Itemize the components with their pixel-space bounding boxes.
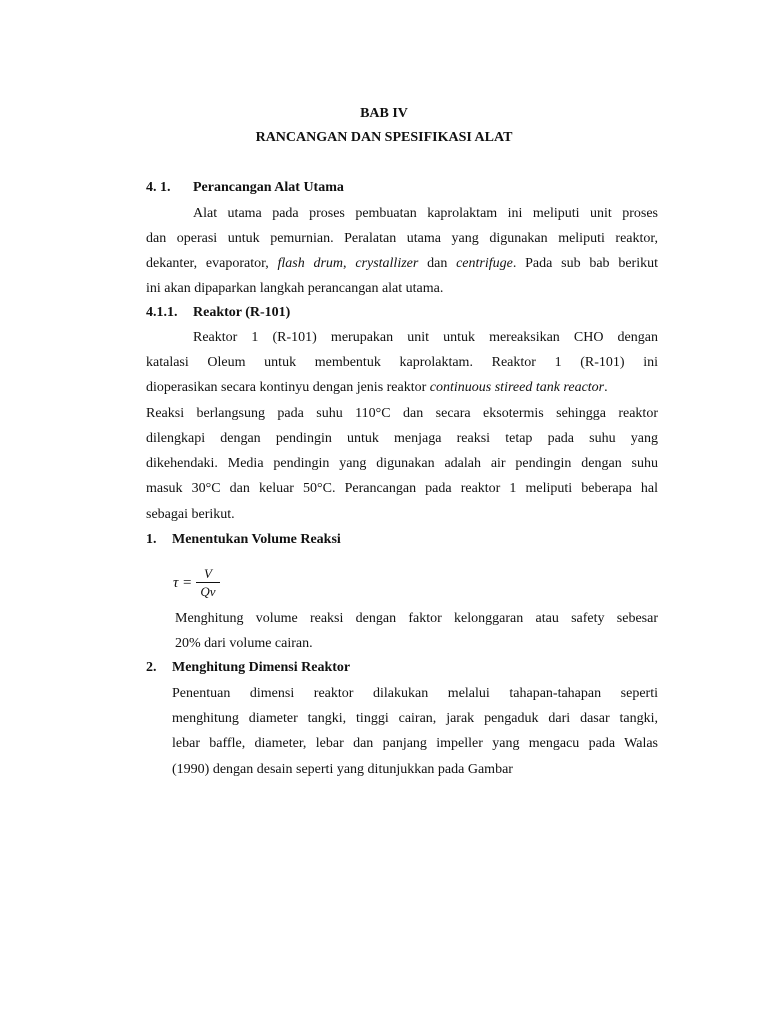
text-run: , — [343, 256, 356, 271]
paragraph-line: dikehendaki. Media pendingin yang digunakan adalah air pendingin dengan suhu — [146, 456, 658, 471]
formula-denominator: Qv — [200, 584, 216, 599]
section-number: 4. 1. — [146, 180, 171, 195]
formula-numerator: V — [204, 566, 212, 581]
text-run: dekanter, evaporator, — [146, 256, 278, 271]
formula-equals: = — [183, 575, 192, 591]
list-item-text: menghitung diameter tangki, tinggi cairan, jarak pengaduk dari dasar tangki, — [172, 711, 658, 726]
list-item-text: lebar baffle, diameter, lebar dan panjang impeller yang mengacu pada Walas — [172, 736, 658, 751]
chapter-heading: BAB IV — [360, 106, 408, 121]
list-item-text: (1990) dengan desain seperti yang ditunjukkan pada Gambar — [172, 762, 513, 777]
list-item-text: Menghitung volume reaksi dengan faktor kelonggaran atau safety sebesar — [175, 611, 658, 626]
paragraph-line: Alat utama pada proses pembuatan kaprolaktam ini meliputi unit proses — [193, 206, 658, 221]
paragraph-line: dilengkapi dengan pendingin untuk menjaga reaksi tetap pada suhu yang — [146, 431, 658, 446]
italic-term: flash drum — [277, 256, 344, 271]
paragraph-line: sebagai berikut. — [146, 507, 235, 522]
fraction-bar — [196, 582, 220, 583]
formula-residence-time — [173, 566, 233, 602]
section-title: Perancangan Alat Utama — [193, 180, 344, 195]
list-item-text: 20% dari volume cairan. — [175, 636, 313, 651]
list-item-title: Menghitung Dimensi Reaktor — [172, 660, 351, 675]
paragraph-line: dan operasi untuk pemurnian. Peralatan utama yang digunakan meliputi reaktor, — [146, 231, 658, 246]
list-item-title: Menentukan Volume Reaksi — [172, 532, 341, 547]
paragraph-line: katalasi Oleum untuk membentuk kaprolaktam. Reaktor 1 (R-101) ini — [146, 355, 658, 370]
list-item-number: 2. — [146, 660, 157, 675]
subsection-title: Reaktor (R-101) — [193, 305, 291, 320]
formula-fraction — [196, 566, 220, 599]
paragraph-line: Reaksi berlangsung pada suhu 110°C dan secara eksotermis sehingga reaktor — [146, 406, 658, 421]
chapter-title: RANCANGAN DAN SPESIFIKASI ALAT — [255, 130, 513, 145]
subsection-number: 4.1.1. — [146, 305, 178, 320]
paragraph-line: masuk 30°C dan keluar 50°C. Perancangan pada reaktor 1 meliputi beberapa hal — [146, 481, 658, 496]
paragraph-line: ini akan dipaparkan langkah perancangan alat utama. — [146, 281, 444, 296]
italic-term: continuous stireed tank reactor — [429, 380, 605, 395]
italic-term: crystallizer — [355, 256, 419, 271]
list-item-number: 1. — [146, 532, 157, 547]
list-item-text: Penentuan dimensi reaktor dilakukan melalui tahapan-tahapan seperti — [172, 686, 658, 701]
formula-tau: τ — [173, 575, 179, 591]
paragraph-line — [146, 256, 658, 272]
paragraph-line — [146, 380, 608, 396]
text-run: dioperasikan secara kontinyu dengan jenis reaktor — [146, 380, 430, 395]
italic-term: centrifuge — [456, 256, 513, 271]
text-run: . — [604, 380, 608, 395]
text-run: dan — [418, 256, 457, 271]
paragraph-line: Reaktor 1 (R-101) merupakan unit untuk mereaksikan CHO dengan — [193, 330, 658, 345]
text-run: . Pada sub bab berikut — [512, 256, 658, 271]
